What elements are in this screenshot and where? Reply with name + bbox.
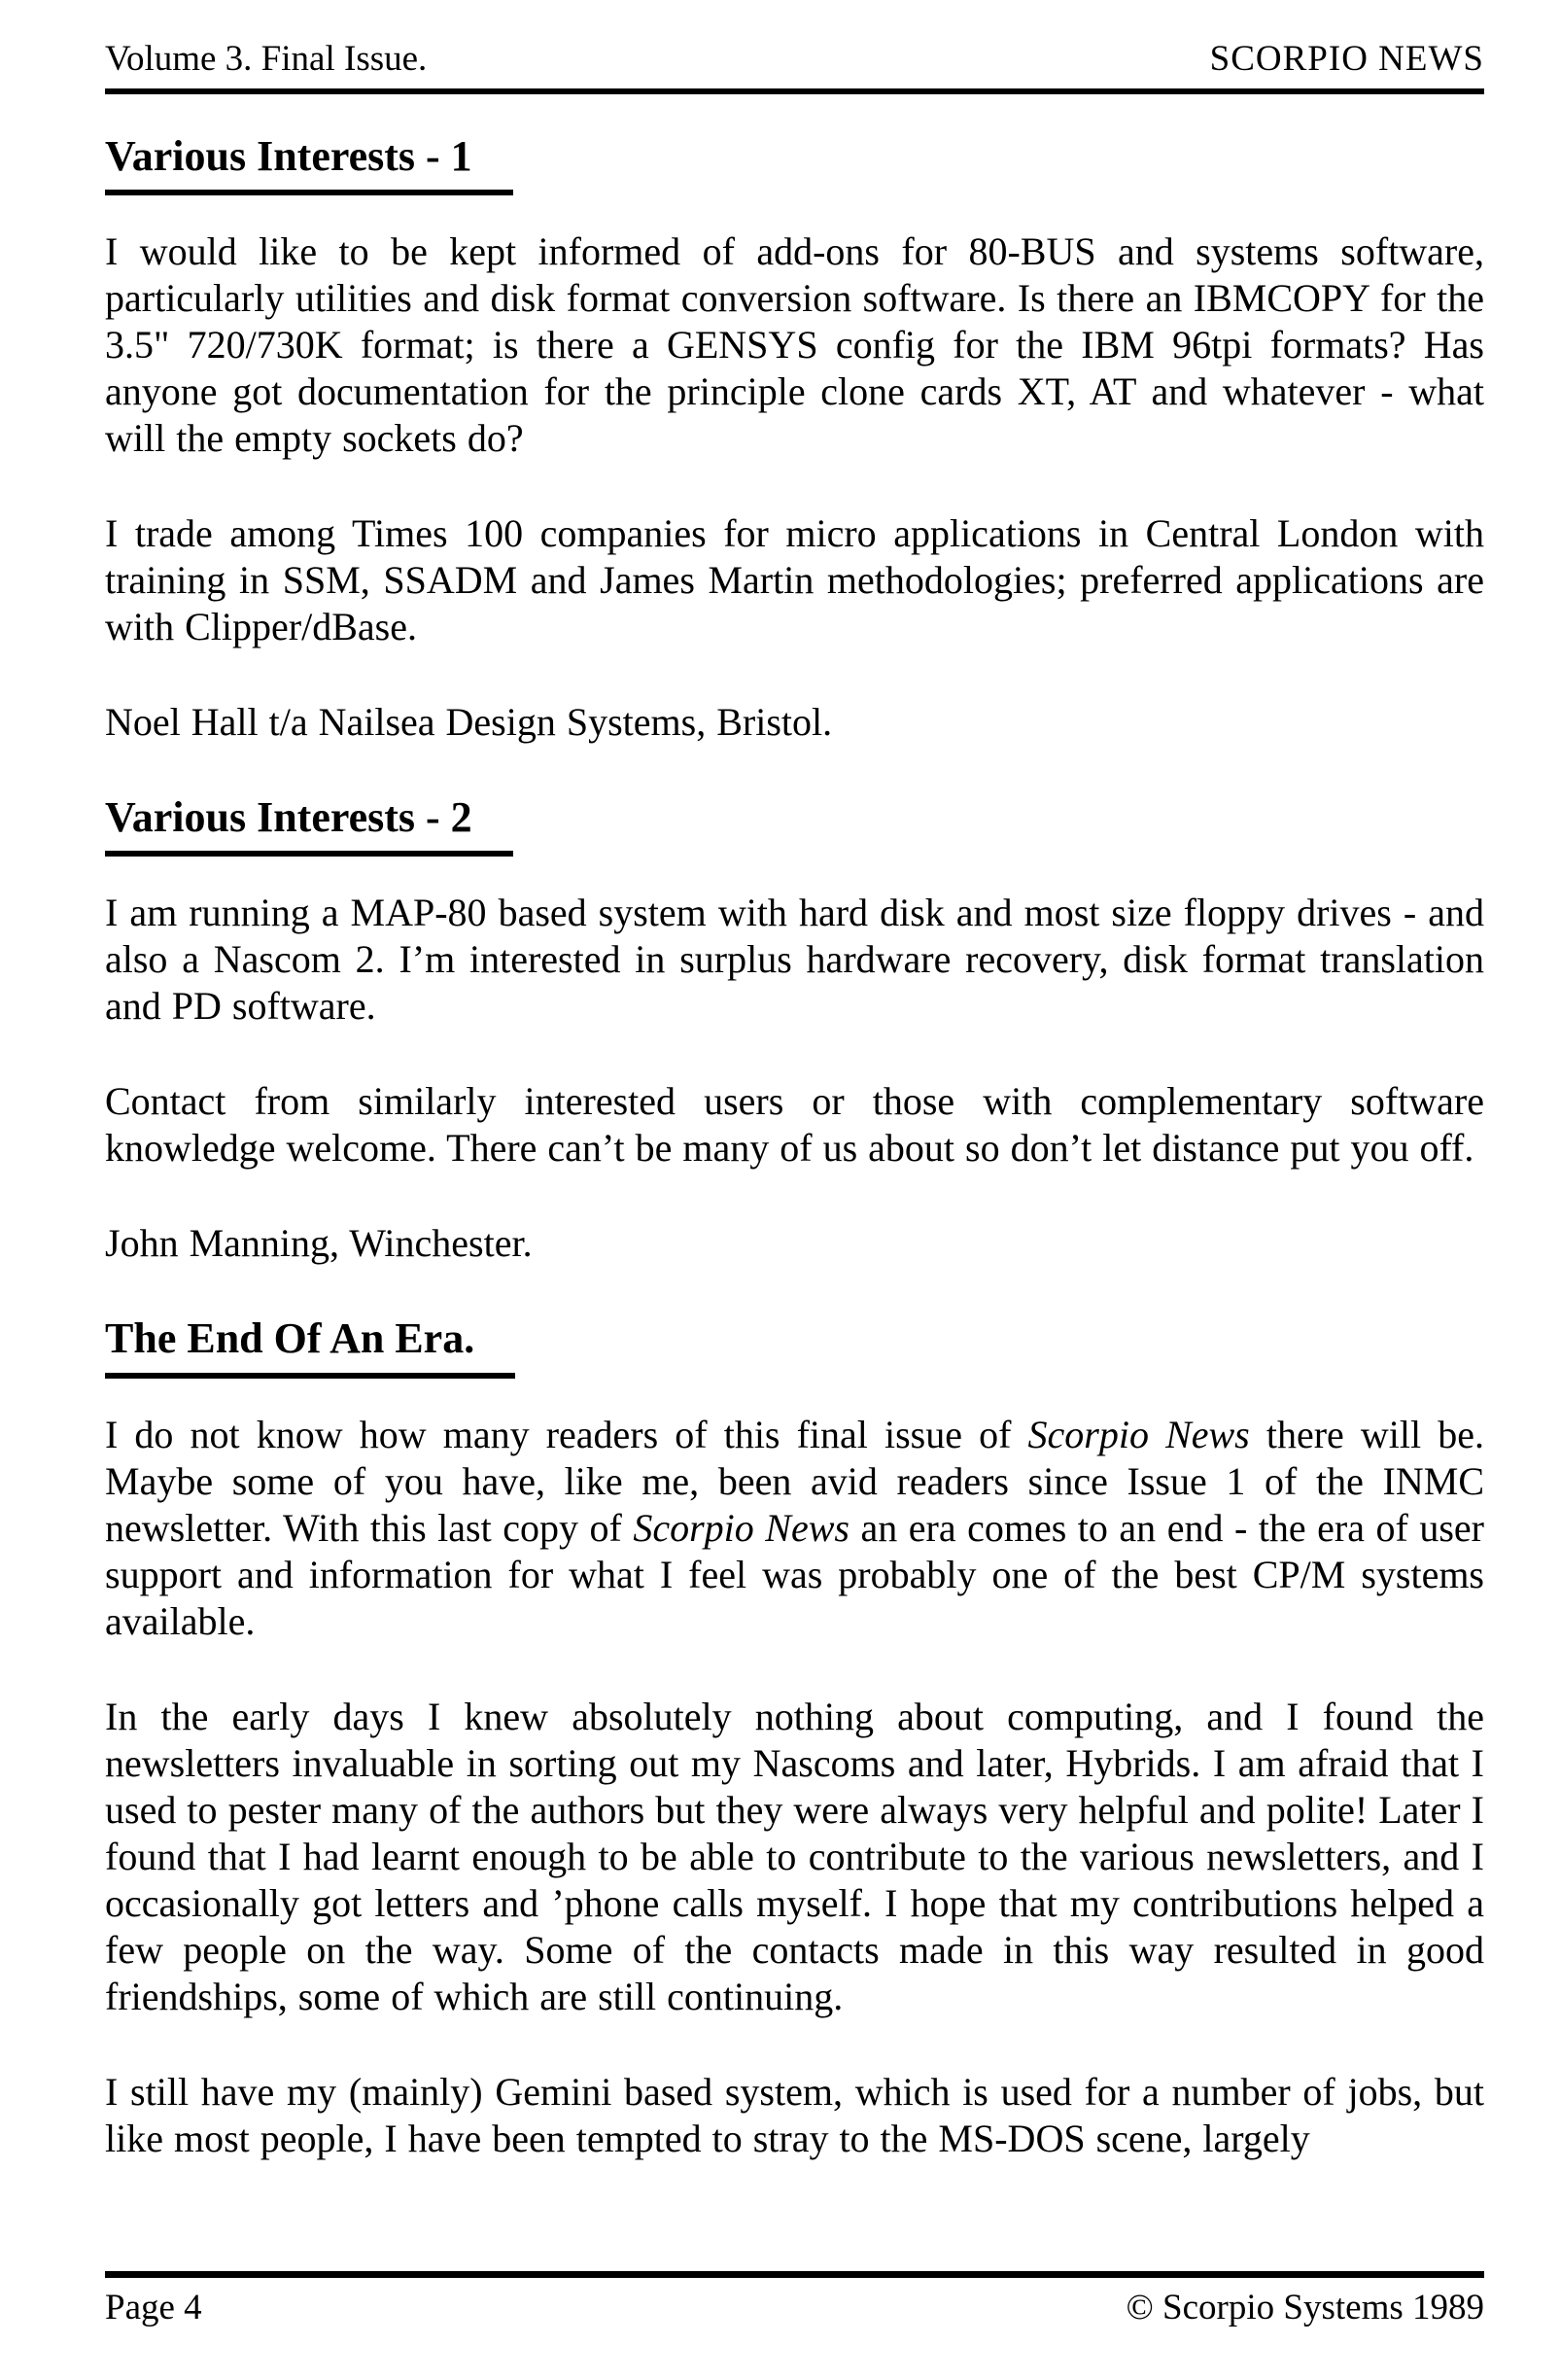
document-body: [105, 133, 1484, 2162]
section-heading: Various Interests - 2: [105, 794, 513, 857]
page-header: [105, 39, 1484, 94]
body-paragraph: I still have my (mainly) Gemini based system, which is used for a number of jobs, but like most people, I have been tempted to stray to the MS-DOS scene, largely: [105, 2069, 1484, 2160]
body-paragraph: In the early days I knew absolutely nothing about computing, and I found the newsletters invaluable in sorting out my Nascoms and later, Hybrids. I am afraid that I used to pester many of the authors but they were always very helpful and polite! Later I found that I had learnt enough to be able to contribute to the various newsletters, and I occasionally got letters and ’phone calls myself. I hope that my contributions helped a few people on the way. Some of the contacts made in this way resulted in good friendships, some of which are still continuing.: [105, 1694, 1484, 2018]
page-number: Page 4: [105, 2288, 202, 2328]
signature-line: John Manning, Winchester.: [105, 1221, 533, 1266]
body-paragraph: Contact from similarly interested users or those with complementary software knowledge welcome. There can’t be many of us about so don’t let distance put you off.: [105, 1079, 1484, 1171]
volume-issue-label: Volume 3. Final Issue.: [105, 39, 428, 79]
italic-publication-name: Scorpio News: [1027, 1412, 1250, 1456]
copyright-notice: © Scorpio Systems 1989: [1126, 2288, 1484, 2328]
body-paragraph: I do not know how many readers of this final issue of Scorpio News there will be. Maybe some of you have, like me, been avid readers since Issue 1 of the INMC newsletter. With this last copy of Scorpio News an era comes to an end - the era of user support and information for what I feel was probably one of the best CP/M systems available.: [105, 1412, 1484, 1643]
body-paragraph: I would like to be kept informed of add-ons for 80-BUS and systems software, particularly utilities and disk format conversion software. Is there an IBMCOPY for the 3.5" 720/730K format; is there a GENSYS config for the IBM 96tpi formats? Has anyone got documentation for the principle clone cards XT, AT and whatever - what will the empty sockets do?: [105, 228, 1484, 460]
article-section: [105, 1315, 1484, 2161]
section-heading: Various Interests - 1: [105, 133, 513, 195]
page-footer: [105, 2271, 1484, 2329]
signature-line: Noel Hall t/a Nailsea Design Systems, Bristol.: [105, 699, 833, 744]
body-paragraph: I trade among Times 100 companies for micro applications in Central London with training in SSM, SSADM and James Martin methodologies; preferred applications are with Clipper/dBase.: [105, 510, 1484, 648]
section-heading: The End Of An Era.: [105, 1315, 515, 1378]
italic-publication-name: Scorpio News: [633, 1505, 849, 1550]
article-section: [105, 133, 1484, 746]
publication-title: SCORPIO NEWS: [1209, 39, 1484, 79]
body-paragraph: I am running a MAP-80 based system with hard disk and most size floppy drives - and also a Nascom 2. I’m interested in surplus hardware recovery, disk format translation and PD software.: [105, 891, 1484, 1029]
article-section: [105, 794, 1484, 1267]
